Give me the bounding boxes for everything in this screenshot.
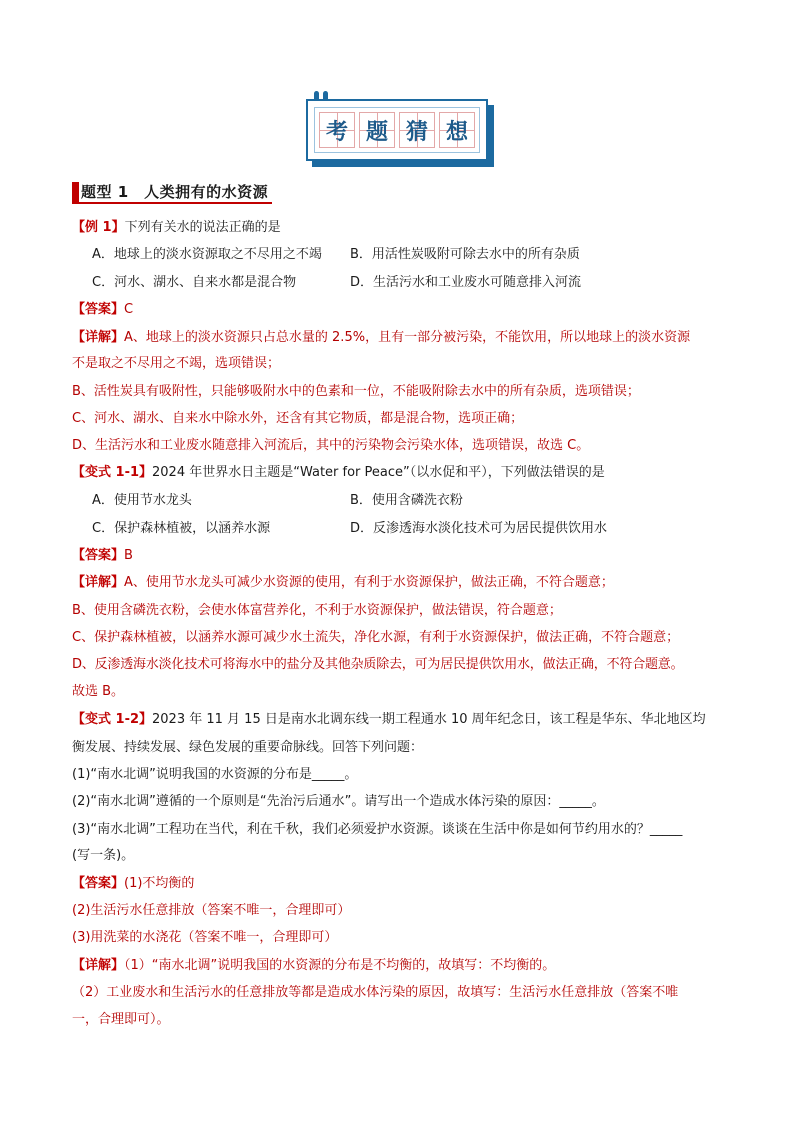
- sub-question: (3)“南水北调”工程功在当代，利在千秋，我们必须爱护水资源。谈谈在生活中你是如何节约用水的？_____: [72, 822, 683, 837]
- answer-value: B: [124, 548, 133, 563]
- detail-tag: 【详解】: [72, 575, 125, 590]
- banner-char: 想: [439, 112, 475, 148]
- answer-line: [72, 875, 194, 893]
- answer-value: (3)用洗菜的水浇花（答案不唯一，合理即可）: [72, 930, 338, 945]
- option-c: C．河水、湖水、自来水都是混合物: [92, 275, 297, 290]
- question-stem: [72, 219, 281, 237]
- detail-line: （2）工业废水和生活污水的任意排放等都是造成水体污染的原因，故填写：生活污水任意排放（答案不唯: [72, 985, 679, 1000]
- option-a: A．使用节水龙头: [92, 493, 192, 508]
- detail-line: C、河水、湖水、自来水中除水外，还含有其它物质，都是混合物，选项正确；: [72, 411, 524, 426]
- stem-text: 下列有关水的说法正确的是: [124, 220, 281, 235]
- detail-text: （1）“南水北调”说明我国的水资源的分布是不均衡的，故填写：不均衡的。: [124, 958, 556, 973]
- answer-value: (1)不均衡的: [124, 876, 195, 891]
- detail-line: C、保护森林植被，以涵养水源可减少水土流失，净化水源，有利于水资源保护，做法正确，不符合题意；: [72, 630, 680, 645]
- answer-value: C: [124, 302, 134, 317]
- question-stem-continued: 衡发展、持续发展、绿色发展的重要命脉线。回答下列问题：: [72, 740, 424, 755]
- detail-tag: 【详解】: [72, 958, 125, 973]
- detail-line: D、生活污水和工业废水随意排入河流后，其中的污染物会污染水体，选项错误，故选 C。: [72, 438, 590, 453]
- answer-value: (2)生活污水任意排放（答案不唯一，合理即可）: [72, 903, 351, 918]
- detail-line: [72, 957, 555, 975]
- answer-tag: 【答案】: [72, 548, 125, 563]
- detail-text: A、使用节水龙头可减少水资源的使用，有利于水资源保护，做法正确，不符合题意；: [124, 575, 614, 590]
- question-tag: 【例 1】: [72, 220, 125, 235]
- question-tag: 【变式 1-2】: [72, 712, 153, 727]
- detail-line: B、活性炭具有吸附性，只能够吸附水中的色素和一位，不能吸附除去水中的所有杂质，选项错误；: [72, 384, 640, 399]
- answer-line: [72, 301, 133, 319]
- option-b: B．用活性炭吸附可除去水中的所有杂质: [350, 247, 580, 262]
- sub-question: (1)“南水北调”说明我国的水资源的分布是_____。: [72, 767, 358, 782]
- detail-line: [72, 574, 614, 592]
- section-heading: [72, 180, 722, 204]
- section-title: 题型 1 人类拥有的水资源: [81, 183, 269, 201]
- option-d: D．反渗透海水淡化技术可为居民提供饮用水: [350, 521, 608, 536]
- section-marker: [72, 182, 79, 202]
- banner-char: 猜: [399, 112, 435, 148]
- detail-text: A、地球上的淡水资源只占总水量的 2.5%，且有一部分被污染，不能饮用，所以地球上的淡水资源: [124, 330, 691, 345]
- stem-text: 2023 年 11 月 15 日是南水北调东线一期工程通水 10 周年纪念日，该工程是华东、华北地区均: [152, 712, 706, 727]
- detail-line: [72, 329, 690, 347]
- option-a: A．地球上的淡水资源取之不尽用之不竭: [92, 247, 322, 262]
- option-b: B．使用含磷洗衣粉: [350, 493, 463, 508]
- sub-question: (写一条)。: [72, 848, 135, 863]
- option-c: C．保护森林植被，以涵养水源: [92, 521, 271, 536]
- detail-line: 不是取之不尽用之不竭，选项错误；: [72, 356, 281, 371]
- sub-question: (2)“南水北调”遵循的一个原则是“先治污后通水”。请写出一个造成水体污染的原因：_____。: [72, 794, 605, 809]
- answer-line: [72, 547, 133, 565]
- question-stem: [72, 711, 706, 729]
- banner-char: 题: [359, 112, 395, 148]
- banner-frame: [306, 99, 488, 161]
- question-stem: [72, 464, 605, 482]
- question-tag: 【变式 1-1】: [72, 465, 153, 480]
- section-underline: [72, 202, 272, 204]
- answer-tag: 【答案】: [72, 876, 125, 891]
- option-d: D．生活污水和工业废水可随意排入河流: [350, 275, 582, 290]
- stem-text: 2024 年世界水日主题是“Water for Peace”（以水促和平），下列做法错误的是: [152, 465, 605, 480]
- banner-char: 考: [319, 112, 355, 148]
- detail-tag: 【详解】: [72, 330, 125, 345]
- detail-line: B、使用含磷洗衣粉，会使水体富营养化，不利于水资源保护，做法错误，符合题意；: [72, 603, 562, 618]
- detail-line: 一，合理即可）。: [72, 1012, 170, 1027]
- detail-line: 故选 B。: [72, 684, 125, 699]
- answer-tag: 【答案】: [72, 302, 125, 317]
- detail-line: D、反渗透海水淡化技术可将海水中的盐分及其他杂质除去，可为居民提供饮用水，做法正确，不符合题意。: [72, 657, 684, 672]
- title-banner: [306, 97, 492, 167]
